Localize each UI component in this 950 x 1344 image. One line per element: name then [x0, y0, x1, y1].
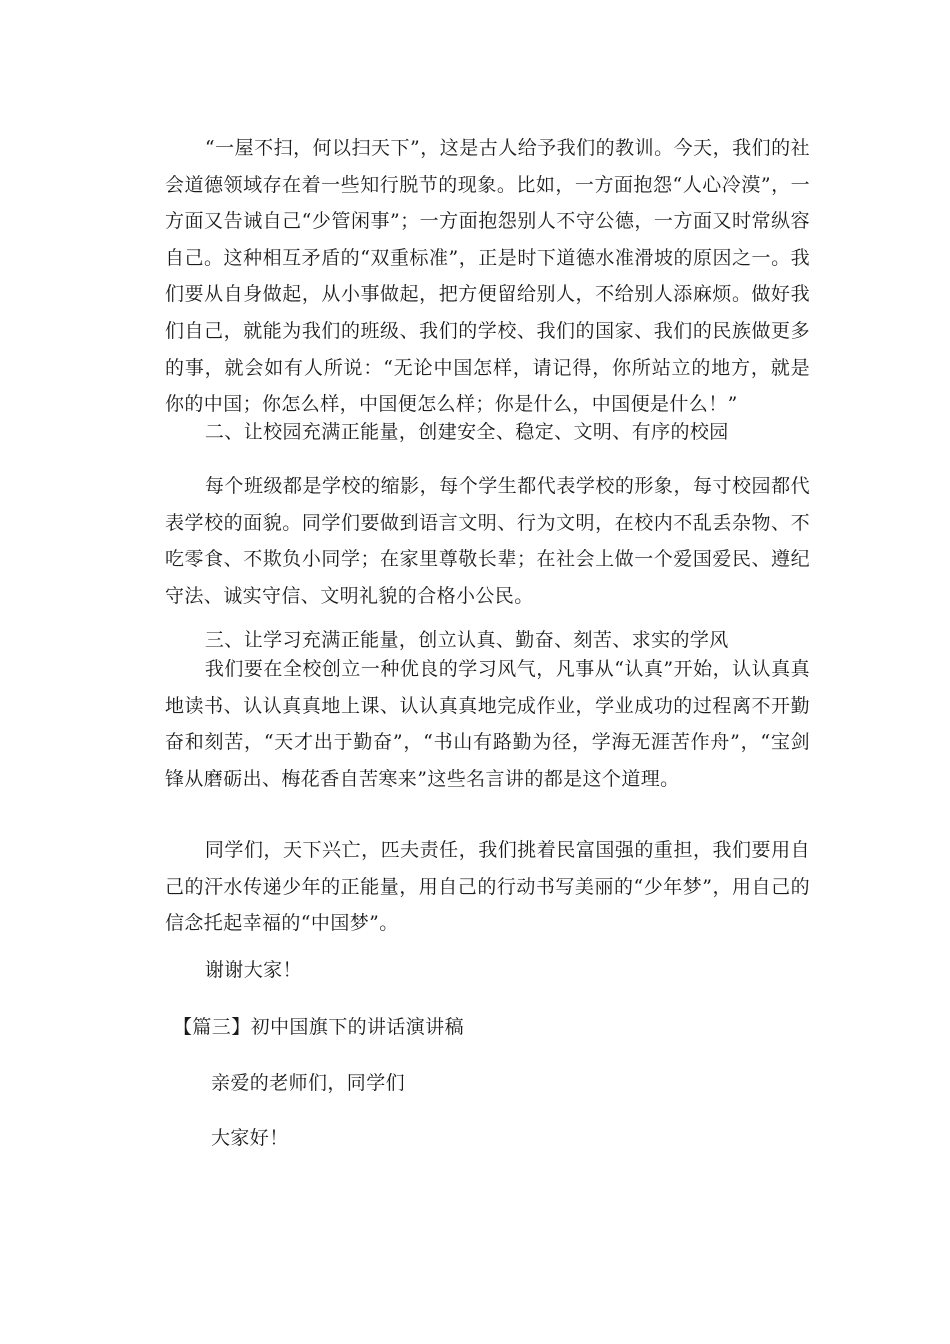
salutation: 亲爱的老师们，同学们	[211, 1072, 406, 1094]
body-paragraph: “一屋不扫，何以扫天下”，这是古人给予我们的教训。今天，我们的社会道德领域存在着一些知行脱节的现象。比如，一方面抱怨“人心冷漠”，一方面又告诫自己“少管闲事”；一方面抱怨别人不守公德，一方面又时常纵容自己。这种相互矛盾的“双重标准”，正是时下道德水准滑坡的原因之一。我们要从自身做起，从小事做起，把方便留给别人，不给别人添麻烦。做好我们自己，就能为我们的班级、我们的学校、我们的国家、我们的民族做更多的事，就会如有人所说：“无论中国怎样，请记得，你所站立的地方，就是你的中国；你怎么样，中国便怎么样；你是什么，中国便是什么！”	[165, 137, 810, 416]
section-heading: 三、让学习充满正能量，创立认真、勤奋、刻苦、求实的学风	[204, 629, 729, 651]
body-paragraph: 每个班级都是学校的缩影，每个学生都代表学校的形象，每寸校园都代表学校的面貌。同学们要做到语言文明、行为文明，在校内不乱丢杂物、不吃零食、不欺负小同学；在家里尊敬长辈；在社会上做一个爱国爱民、遵纪守法、诚实守信、文明礼貌的合格小公民。	[165, 475, 810, 607]
section-title: 【篇三】初中国旗下的讲话演讲稿	[173, 1016, 465, 1038]
body-paragraph: 同学们，天下兴亡，匹夫责任，我们挑着民富国强的重担，我们要用自己的汗水传递少年的正能量，用自己的行动书写美丽的“少年梦”，用自己的信念托起幸福的“中国梦”。	[165, 839, 810, 935]
body-paragraph: 我们要在全校创立一种优良的学习风气，凡事从“认真”开始，认认真真地读书、认认真真地上课、认认真真地完成作业，学业成功的过程离不开勤奋和刻苦，“天才出于勤奋”，“书山有路勤为径，学海无涯苦作舟”，“宝剑锋从磨砺出、梅花香自苦寒来”这些名言讲的都是这个道理。	[165, 658, 810, 790]
section-heading: 二、让校园充满正能量，创建安全、稳定、文明、有序的校园	[204, 421, 729, 443]
closing-line: 谢谢大家！	[204, 959, 302, 981]
greeting-line: 大家好！	[211, 1127, 289, 1149]
